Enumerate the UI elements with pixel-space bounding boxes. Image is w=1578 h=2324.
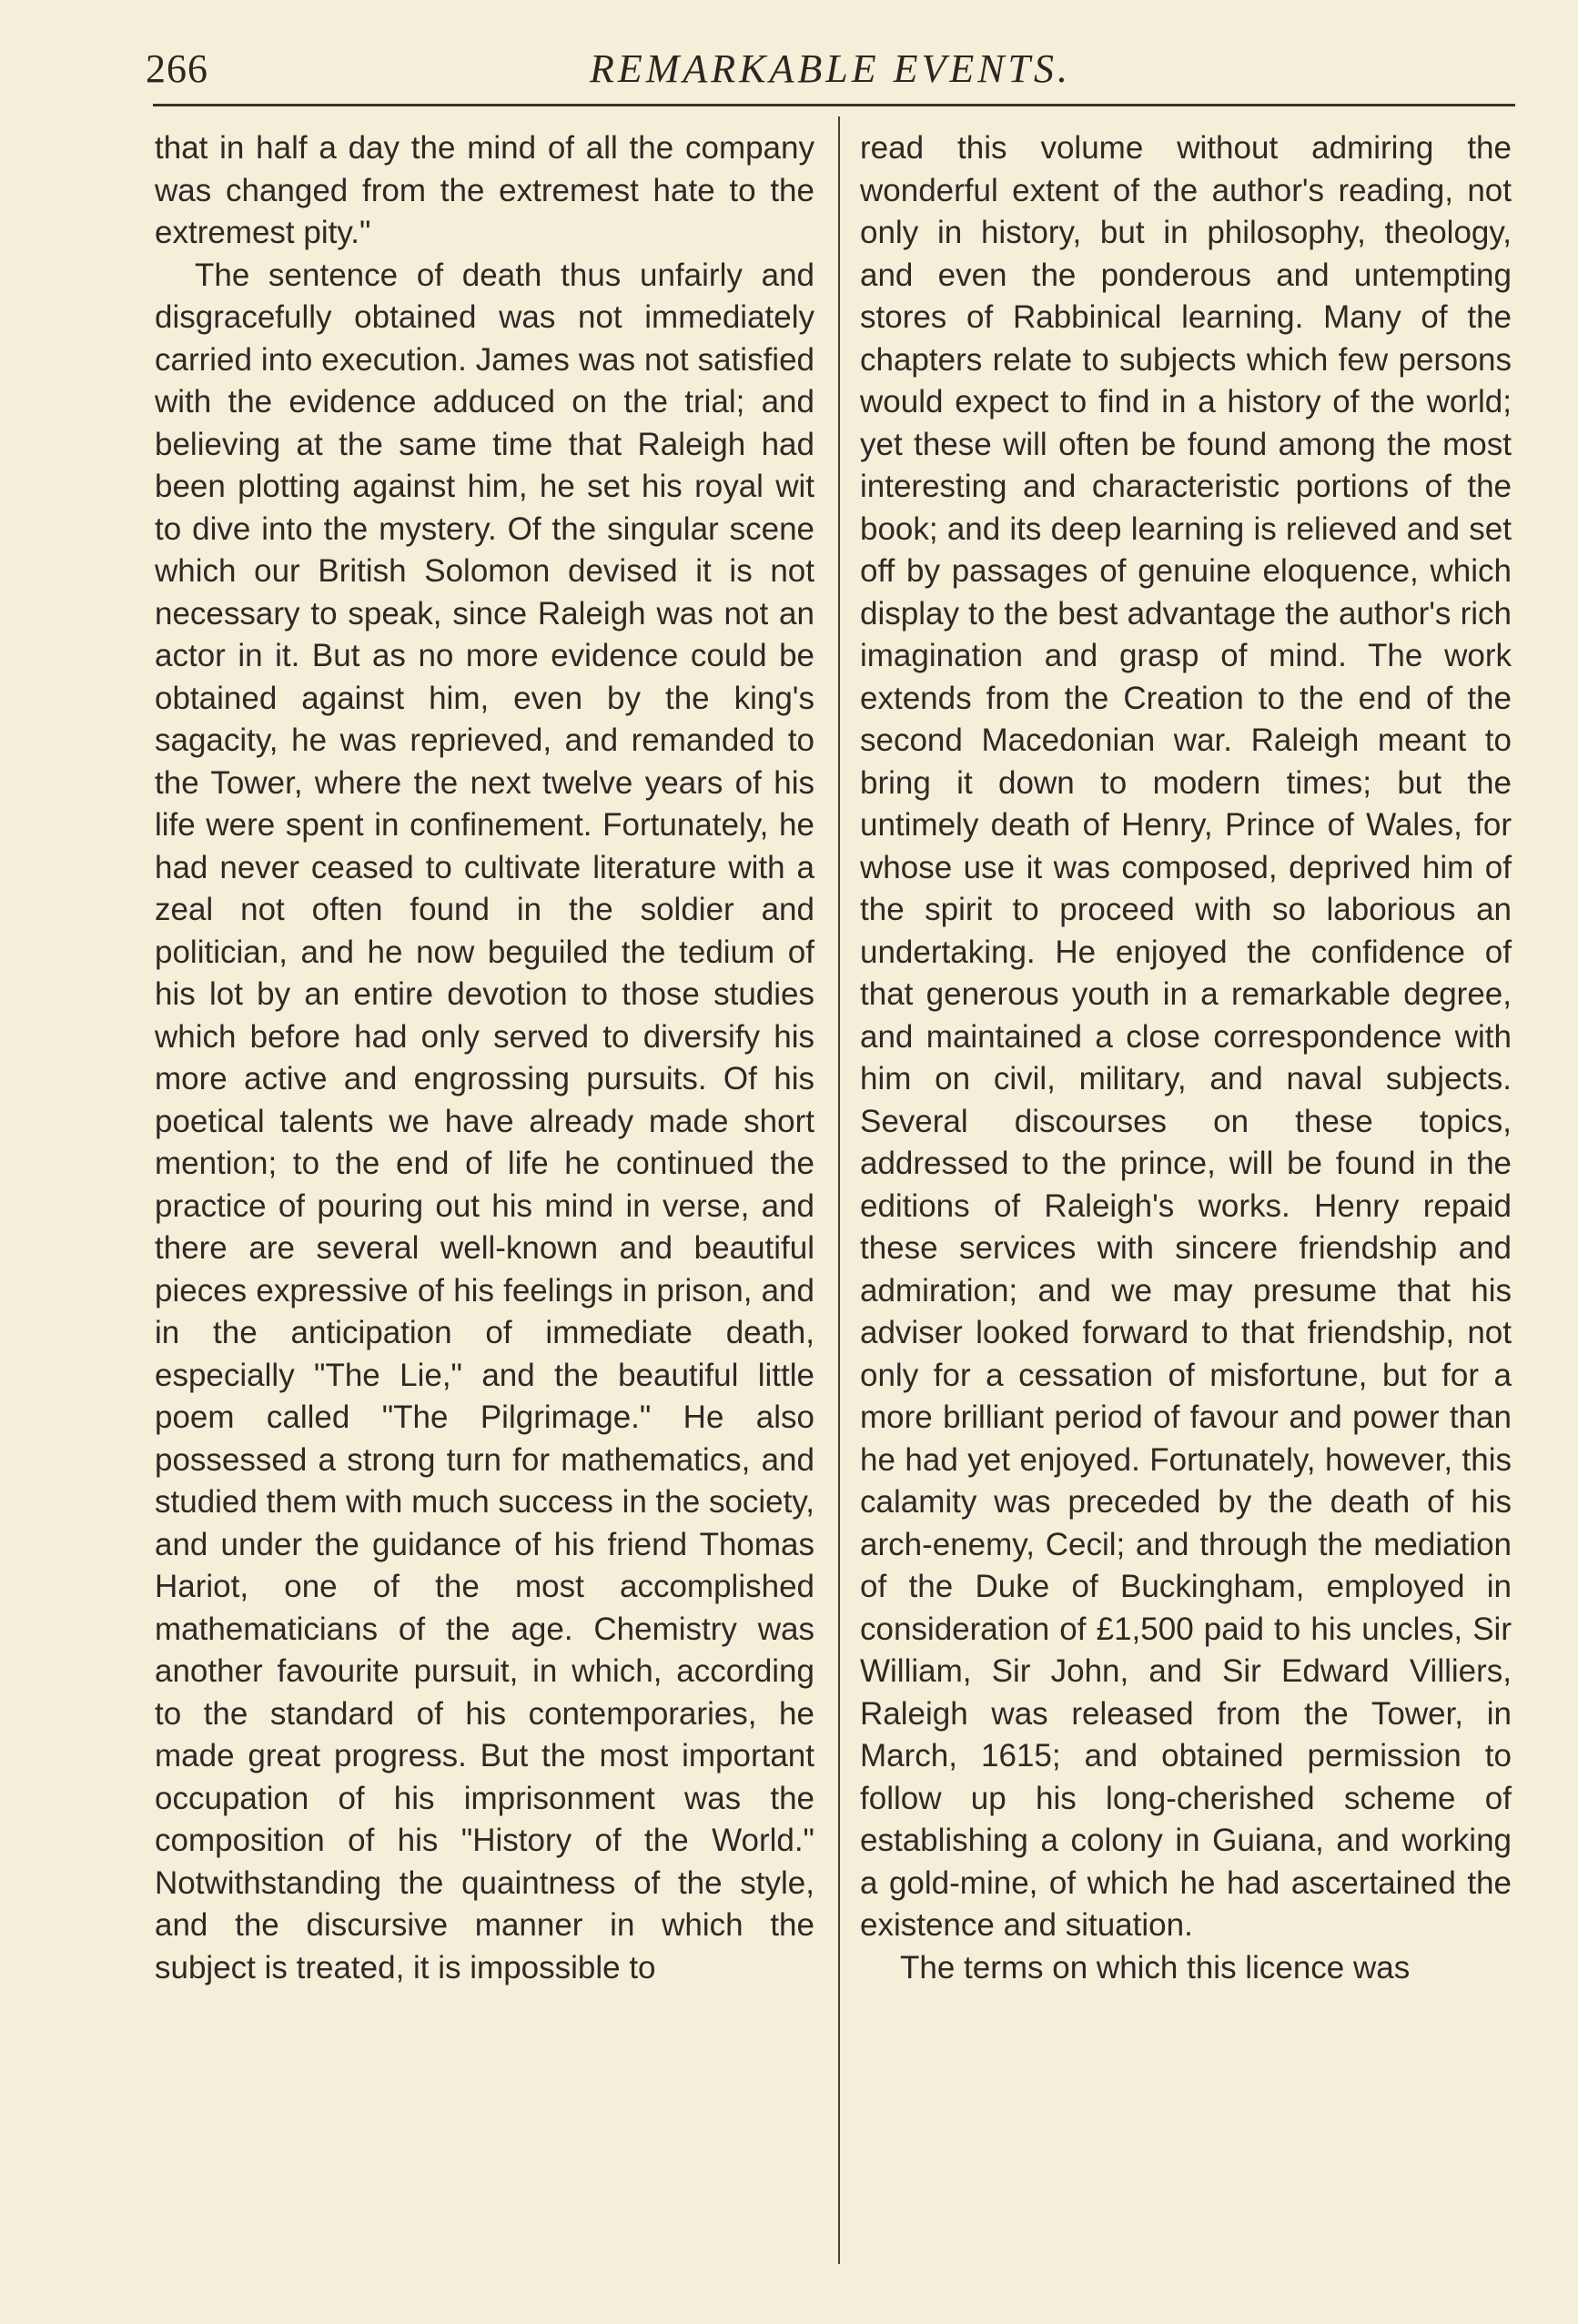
column-divider: [838, 116, 840, 2264]
page-header: [146, 36, 1515, 102]
right-column: [860, 127, 1512, 1989]
page-number: 266: [146, 46, 208, 91]
paragraph: The sentence of death thus unfairly and disgracefully obtained was not immediately carried into execution. James was not satisfied with the evidence adduced on the trial; and believing at the same time that Raleigh had been plotting against him, he set his royal wit to dive into the mystery. Of the singular scene which our British Solomon devised it is not necessary to speak, since Raleigh was not an actor in it. But as no more evidence could be obtained against him, even by the king's sagacity, he was reprieved, and remanded to the Tower, where the next twelve years of his life were spent in confinement. Fortunately, he had never ceased to cultivate literature with a zeal not often found in the soldier and politician, and he now beguiled the tedium of his lot by an entire devotion to those studies which before had only served to diversify his more active and engrossing pursuits. Of his poetical talents we have already made short mention; to the end of life he continued the practice of pouring out his mind in verse, and there are several well-known and beautiful pieces expressive of his feelings in prison, and in the anticipation of immediate death, especially "The Lie," and the beautiful little poem called "The Pilgrimage." He also possessed a strong turn for mathematics, and studied them with much success in the society, and under the guidance of his friend Thomas Hariot, one of the most accomplished mathematicians of the age. Chemistry was another favourite pursuit, in which, according to the standard of his contemporaries, he made great progress. But the most important occupation of his imprisonment was the composition of his "History of the World." Notwithstanding the quaintness of the style, and the discursive manner in which the subject is treated, it is impossible to: [155, 257, 814, 1986]
running-title: REMARKABLE EVENTS.: [589, 46, 1072, 91]
paragraph: that in half a day the mind of all the company was changed from the extremest hate to the extremest pity.": [155, 130, 814, 250]
paragraph: read this volume without admiring the wonderful extent of the author's reading, not only in history, but in philosophy, theology, and even the ponderous and untempting stores of Rabbinical learning. Many of the chapters relate to subjects which few persons would expect to find in a history of the world; yet these will often be found among the most interesting and characteristic portions of the book; and its deep learning is relieved and set off by passages of genuine eloquence, which display to the best advantage the author's rich imagination and grasp of mind. The work extends from the Creation to the end of the second Macedonian war. Raleigh meant to bring it down to modern times; but the untimely death of Henry, Prince of Wales, for whose use it was composed, deprived him of the spirit to proceed with so laborious an undertaking. He enjoyed the confidence of that generous youth in a remarkable degree, and maintained a close correspondence with him on civil, military, and naval subjects. Several discourses on these topics, addressed to the prince, will be found in the editions of Raleigh's works. Henry repaid these services with sincere friendship and admiration; and we may presume that his adviser looked forward to that friendship, not only for a cessation of misfortune, but for a more brilliant period of favour and power than he had yet enjoyed. Fortunately, however, this calamity was preceded by the death of his arch-enemy, Cecil; and through the mediation of the Duke of Buckingham, employed in consideration of £1,500 paid to his uncles, Sir William, Sir John, and Sir Edward Villiers, Raleigh was released from the Tower, in March, 1615; and obtained permission to follow up his long-cherished scheme of establishing a colony in Guiana, and working a gold-mine, of which he had ascertained the existence and situation.: [860, 130, 1512, 1943]
header-rule: [153, 104, 1515, 106]
paragraph: The terms on which this licence was: [900, 1949, 1411, 1986]
left-column: [155, 127, 814, 1989]
